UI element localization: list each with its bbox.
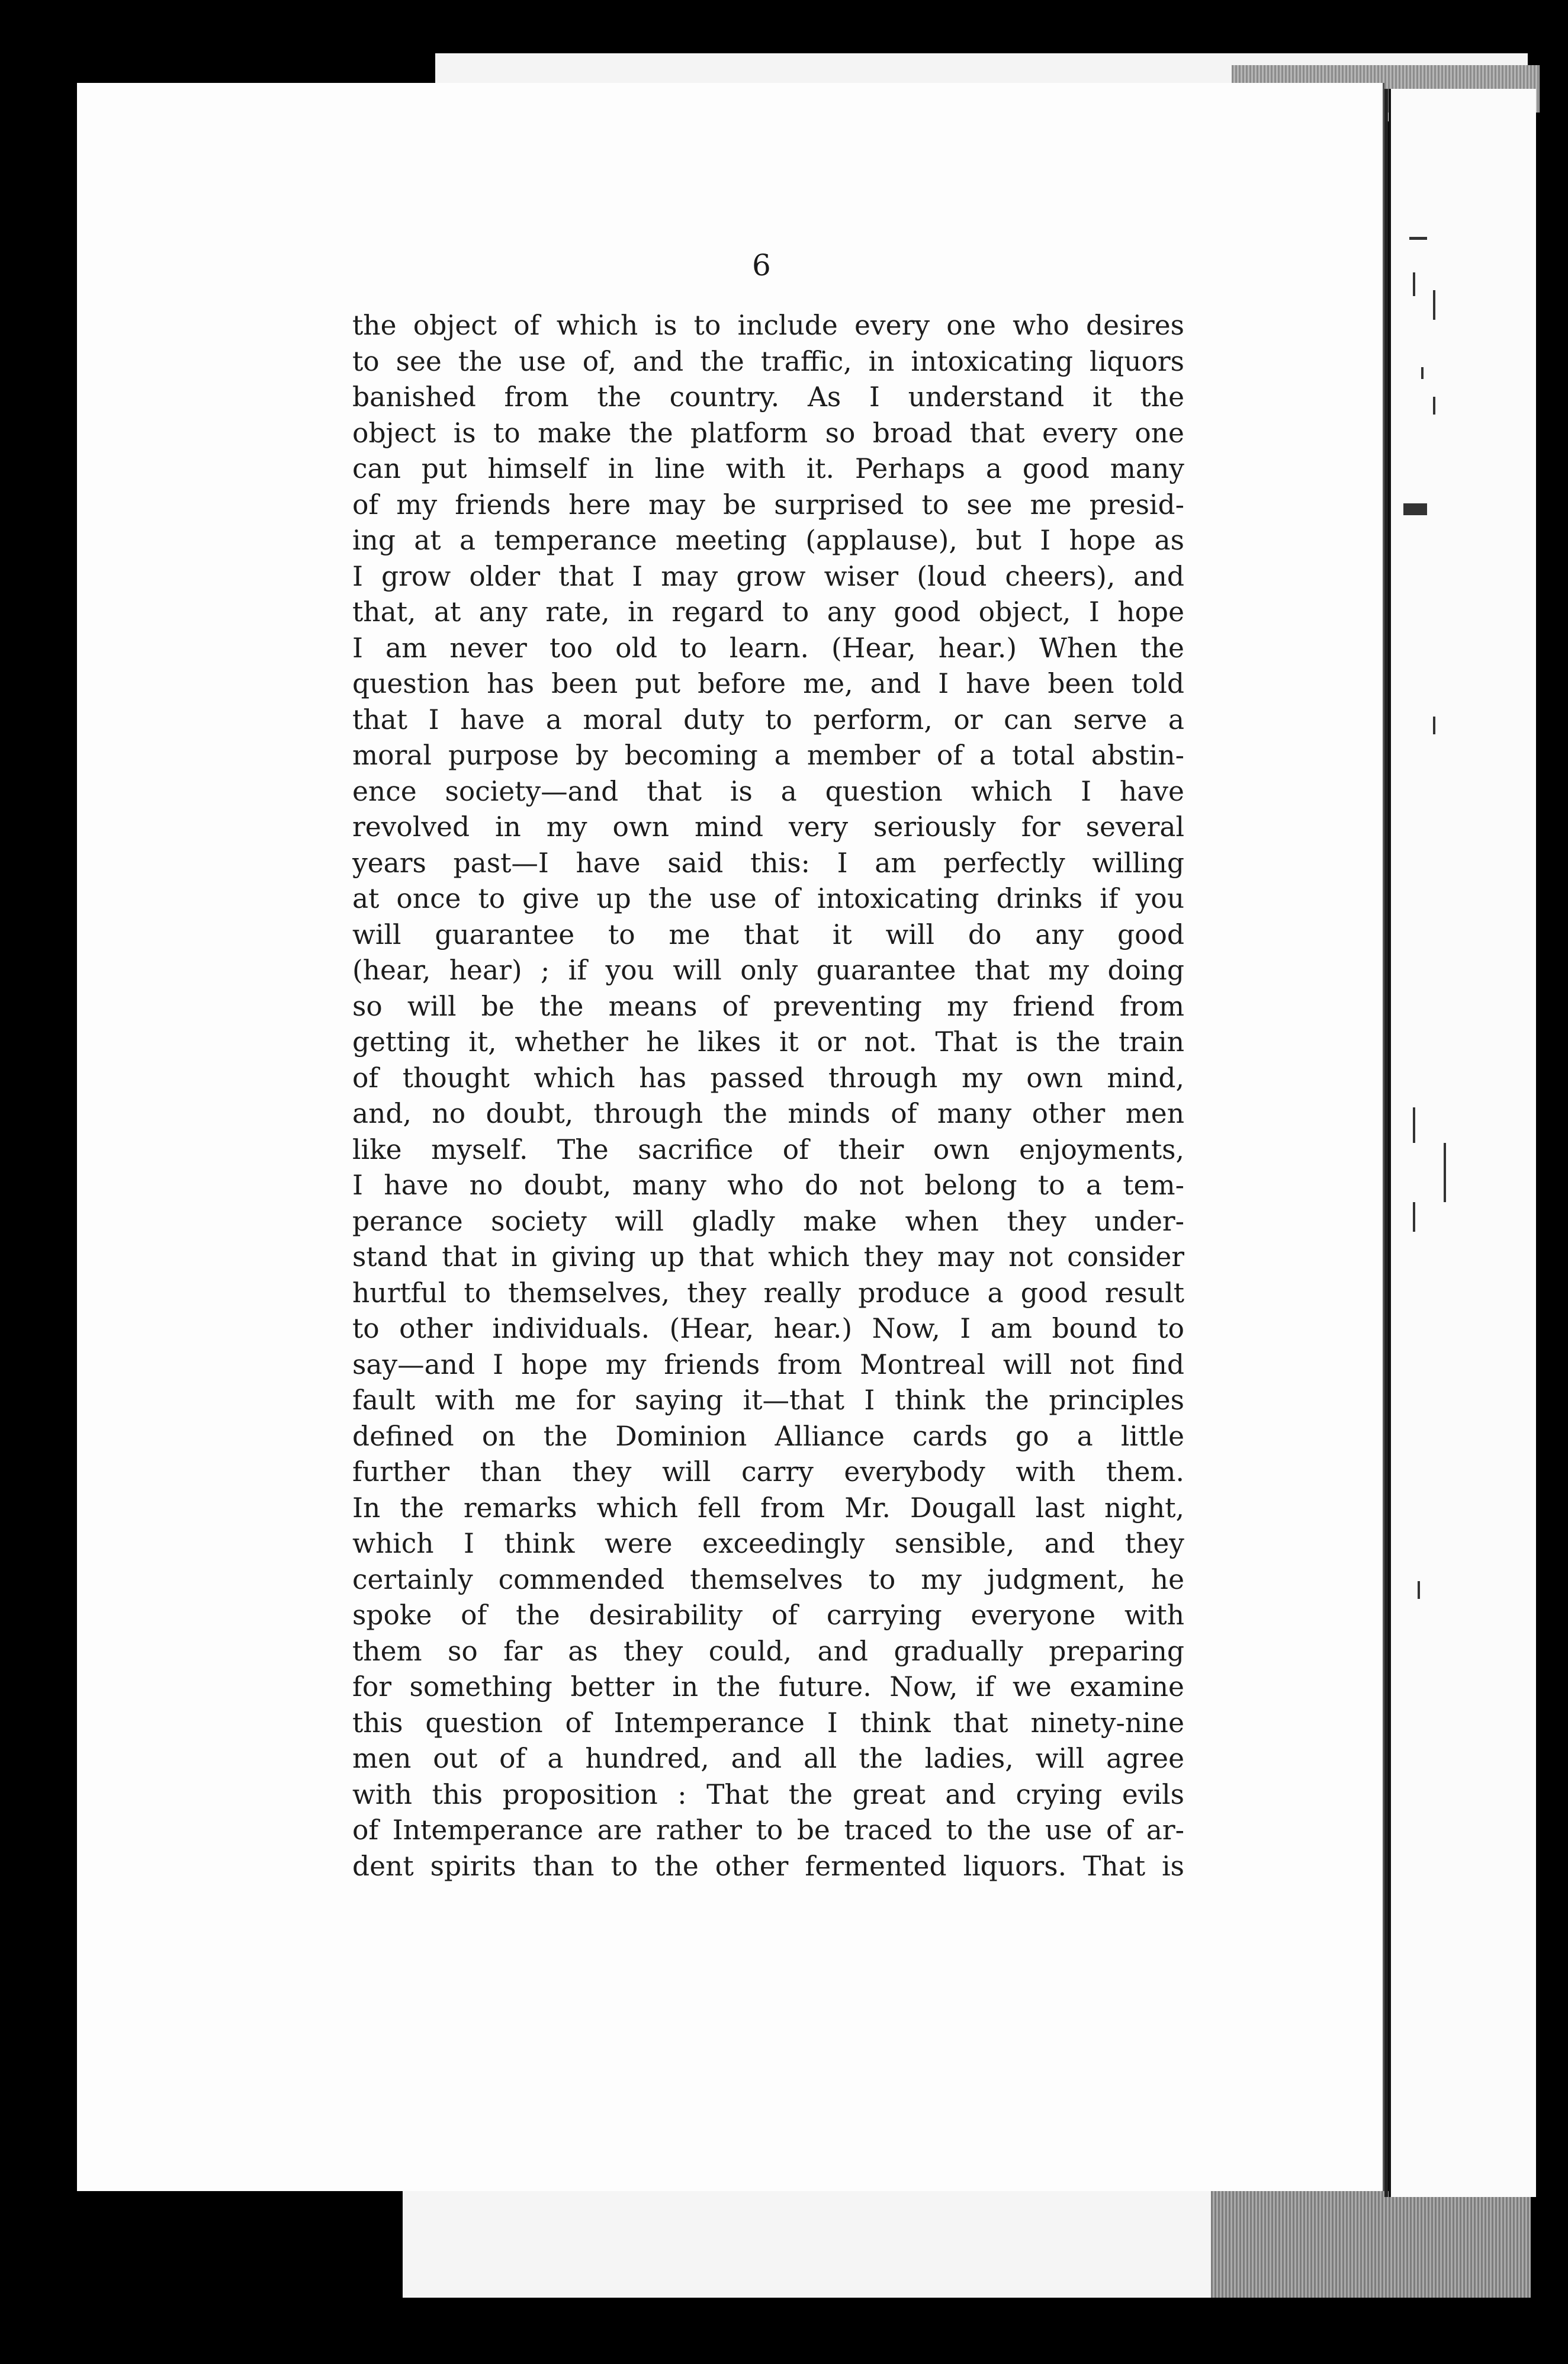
- text-line: object is to make the platform so broad that every one: [352, 417, 1184, 449]
- text-line: revolved in my own mind very seriously for several: [352, 811, 1184, 843]
- text-line: men out of a hundred, and all the ladies, will agree: [352, 1743, 1184, 1774]
- text-line: perance society will gladly make when they under-: [352, 1205, 1184, 1237]
- text-line: spoke of the desirability of carrying everyone with: [352, 1599, 1184, 1631]
- text-line: ence society—and that is a question which I have: [352, 775, 1184, 807]
- text-line: I have no doubt, many who do not belong to a tem-: [352, 1170, 1184, 1201]
- page-number: 6: [752, 248, 771, 282]
- text-line: can put himself in line with it. Perhaps a good many: [352, 453, 1184, 484]
- text-line: stand that in giving up that which they may not consider: [352, 1241, 1184, 1273]
- text-line: defined on the Dominion Alliance cards go a little: [352, 1420, 1184, 1452]
- text-line: banished from the country. As I understand it the: [352, 381, 1184, 413]
- text-line: like myself. The sacrifice of their own enjoyments,: [352, 1133, 1184, 1165]
- text-line: of thought which has passed through my own mind,: [352, 1062, 1184, 1094]
- text-line: to other individuals. (Hear, hear.) Now, I am bound to: [352, 1313, 1184, 1344]
- text-line: of my friends here may be surprised to see me presid-: [352, 489, 1184, 521]
- text-line: years past—I have said this: I am perfectly willing: [352, 847, 1184, 879]
- text-line: this question of Intemperance I think that ninety-nine: [352, 1707, 1184, 1739]
- text-line: dent spirits than to the other fermented liquors. That is: [352, 1850, 1184, 1882]
- text-line: further than they will carry everybody with them.: [352, 1456, 1184, 1488]
- text-line: I grow older that I may grow wiser (loud cheers), and: [352, 560, 1184, 592]
- text-line: getting it, whether he likes it or not. That is the train: [352, 1026, 1184, 1058]
- text-line: In the remarks which fell from Mr. Dougall last night,: [352, 1492, 1184, 1524]
- text-line: at once to give up the use of intoxicating drinks if you: [352, 883, 1184, 914]
- text-line: fault with me for saying it—that I think the principles: [352, 1385, 1184, 1416]
- text-line: I am never too old to learn. (Hear, hear.) When the: [352, 632, 1184, 664]
- text-line: that I have a moral duty to perform, or can serve a: [352, 704, 1184, 735]
- text-line: and, no doubt, through the minds of many other men: [352, 1098, 1184, 1129]
- text-line: which I think were exceedingly sensible, and they: [352, 1528, 1184, 1559]
- text-line: for something better in the future. Now, if we examine: [352, 1671, 1184, 1703]
- text-line: so will be the means of preventing my friend from: [352, 990, 1184, 1022]
- text-line: with this proposition : That the great and crying evils: [352, 1778, 1184, 1810]
- text-line: question has been put before me, and I have been told: [352, 668, 1184, 699]
- text-line: that, at any rate, in regard to any good object, I hope: [352, 596, 1184, 628]
- adjacent-page-marks: [1409, 89, 1528, 2197]
- body-text: [352, 308, 1184, 1884]
- text-line: moral purpose by becoming a member of a total abstin-: [352, 740, 1184, 771]
- underlying-sheet-bottom-cloth: [1211, 2191, 1531, 2298]
- text-line: them so far as they could, and gradually preparing: [352, 1635, 1184, 1667]
- text-line: will guarantee to me that it will do any good: [352, 918, 1184, 950]
- page-gutter: [1384, 89, 1388, 2197]
- text-line: certainly commended themselves to my judgment, he: [352, 1563, 1184, 1595]
- text-line: (hear, hear) ; if you will only guarantee that my doing: [352, 955, 1184, 986]
- text-line: hurtful to themselves, they really produce a good result: [352, 1277, 1184, 1309]
- text-line: of Intemperance are rather to be traced to the use of ar-: [352, 1814, 1184, 1846]
- text-line: the object of which is to include every one who desires: [352, 310, 1184, 341]
- text-line: say—and I hope my friends from Montreal will not find: [352, 1348, 1184, 1380]
- text-line: ing at a temperance meeting (applause), but I hope as: [352, 525, 1184, 556]
- text-line: to see the use of, and the traffic, in intoxicating liquors: [352, 345, 1184, 377]
